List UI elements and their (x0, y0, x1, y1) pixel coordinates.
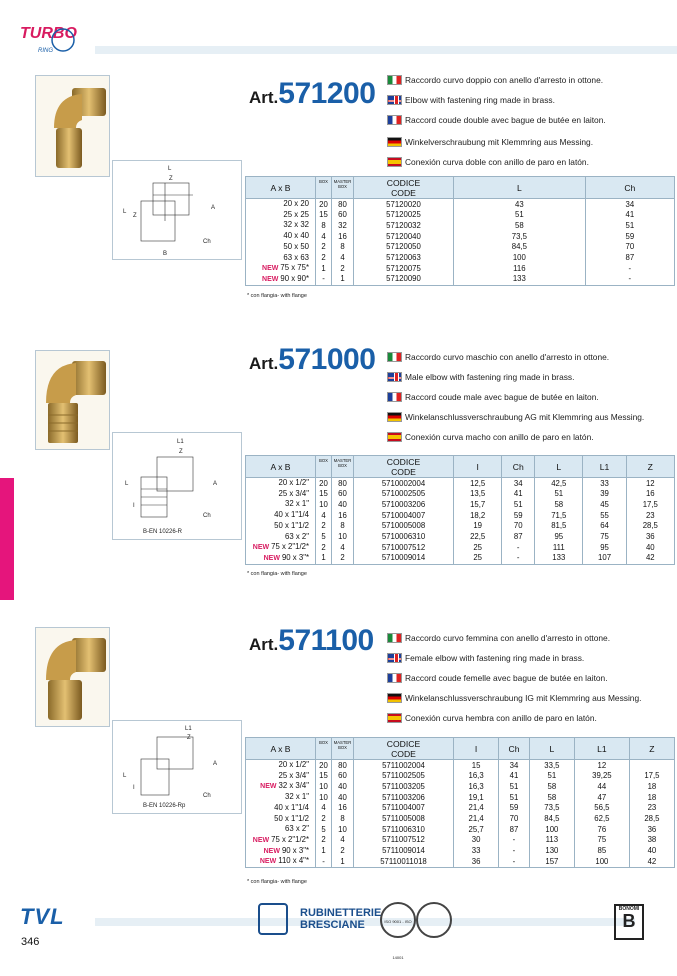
table-row: NEW 75 x 75* 1 2 57120075 116 - (246, 263, 675, 274)
svg-text:RING: RING (38, 48, 53, 54)
new-badge: NEW (262, 265, 279, 273)
col-2: L (529, 738, 574, 760)
de-flag-icon (387, 412, 402, 422)
new-badge: NEW (263, 554, 280, 562)
svg-text:L: L (168, 166, 172, 172)
svg-text:L: L (125, 481, 129, 487)
table-row: 40 x 1"1/4 4 16 5711004007 21,4 59 73,5 56,5 23 (246, 803, 675, 814)
svg-text:A: A (213, 761, 218, 767)
svg-text:Ch: Ch (203, 793, 211, 799)
col-axb: A x B (246, 456, 316, 478)
svg-text:L: L (123, 773, 127, 779)
svg-text:Z: Z (169, 176, 173, 182)
description-line (387, 114, 606, 126)
new-badge: NEW (263, 847, 280, 855)
col-1: Ch (502, 456, 535, 478)
description-text: Raccord coude double avec bague de butée en laiton. (405, 115, 606, 125)
col-box: BOX (316, 456, 332, 478)
svg-text:Z: Z (133, 213, 137, 219)
article-number: Art.571000 (249, 343, 376, 376)
description-line (387, 672, 608, 684)
fr-flag-icon (387, 392, 402, 402)
col-master: MASTER BOX (332, 738, 354, 760)
svg-text:A: A (211, 205, 216, 211)
col-code: CODICE CODE (354, 738, 454, 760)
svg-text:Ch: Ch (203, 513, 211, 519)
table-row: NEW 90 x 3"* 1 2 5711009014 33 - 130 85 40 (246, 846, 675, 857)
iso-seal-2 (416, 902, 452, 938)
table-row: 40 x 1"1/4 4 16 5710004007 18,2 59 71,5 55 23 (246, 510, 675, 521)
svg-text:B-EN 10226-Rp: B-EN 10226-Rp (143, 803, 186, 809)
gb-flag-icon (387, 653, 402, 663)
table-row: NEW 75 x 2"1/2* 2 4 5710007512 25 - 111 95 40 (246, 542, 675, 553)
description-line (387, 692, 641, 704)
header-bar (95, 46, 677, 54)
svg-text:I: I (133, 785, 135, 791)
table-row: NEW 90 x 90* - 1 57120090 133 - (246, 274, 675, 285)
description-text: Conexión curva macho con anillo de paro en latón. (405, 432, 594, 442)
col-axb: A x B (246, 177, 316, 199)
table-row: NEW 75 x 2"1/2* 2 4 5711007512 30 - 113 75 38 (246, 835, 675, 846)
table-row: NEW 90 x 3"* 1 2 5710009014 25 - 133 107 42 (246, 553, 675, 564)
de-flag-icon (387, 137, 402, 147)
col-4: Z (626, 456, 674, 478)
rb-emblem-icon (258, 903, 288, 935)
svg-text:L1: L1 (185, 726, 192, 732)
footnote: * con flangia- with flange (247, 293, 307, 299)
product-photo (35, 75, 110, 177)
table-row: 63 x 63 2 4 57120063 100 87 (246, 253, 675, 264)
description-line (387, 632, 610, 644)
description-text: Male elbow with fastening ring made in brass. (405, 372, 575, 382)
description-text: Winkelanschlussverschraubung AG mit Klemmring aus Messing. (405, 412, 645, 422)
description-text: Conexión curva doble con anillo de paro en latón. (405, 157, 589, 167)
description-line (387, 431, 594, 443)
tvl-logo: TVL (20, 904, 65, 929)
product-table (245, 455, 675, 565)
col-axb: A x B (246, 738, 316, 760)
description-line (387, 371, 574, 383)
description-line (387, 351, 609, 363)
table-row: 20 x 1/2" 20 80 5711002004 15 34 33,5 12 (246, 760, 675, 771)
table-row: 63 x 2" 5 10 5710006310 22,5 87 95 75 36 (246, 532, 675, 543)
description-text: Raccordo curvo maschio con anello d'arresto in ottone. (405, 352, 610, 362)
description-text: Winkelverschraubung mit Klemmring aus Messing. (405, 137, 594, 147)
description-text: Raccord coude male avec bague de butée en laiton. (405, 392, 599, 402)
col-box: BOX (316, 177, 332, 199)
col-code: CODICE CODE (354, 177, 454, 199)
article-number: Art.571200 (249, 77, 376, 110)
logo-text: TURBO (20, 25, 77, 42)
technical-drawing (112, 720, 242, 814)
table-row: 32 x 1" 10 40 5710003206 15,7 51 58 45 17,5 (246, 499, 675, 510)
description-text: Elbow with fastening ring made in brass. (405, 95, 555, 105)
technical-drawing (112, 432, 242, 540)
col-1: Ch (499, 738, 530, 760)
description-text: Winkelanschlussverschraubung IG mit Klemmring aus Messing. (405, 693, 642, 703)
table-row: 20 x 1/2" 20 80 5710002004 12,5 34 42,5 33 12 (246, 478, 675, 489)
description-text: Female elbow with fastening ring made in brass. (405, 653, 585, 663)
footnote: * con flangia- with flange (247, 879, 307, 885)
table-row: 50 x 50 2 8 57120050 84,5 70 (246, 242, 675, 253)
side-tab (0, 478, 14, 600)
table-row: 25 x 25 15 60 57120025 51 41 (246, 210, 675, 221)
col-code: CODICE CODE (354, 456, 454, 478)
fr-flag-icon (387, 115, 402, 125)
table-row: 50 x 1"1/2 2 8 5710005008 19 70 81,5 64 28,5 (246, 521, 675, 532)
es-flag-icon (387, 432, 402, 442)
description-line (387, 94, 555, 106)
col-2: L (535, 456, 583, 478)
svg-text:A: A (213, 481, 218, 487)
it-flag-icon (387, 352, 402, 362)
footnote: * con flangia- with flange (247, 571, 307, 577)
description-line (387, 712, 597, 724)
col-0: I (454, 456, 502, 478)
article-number: Art.571100 (249, 624, 374, 657)
it-flag-icon (387, 75, 402, 85)
table-row: 20 x 20 20 80 57120020 43 34 (246, 199, 675, 210)
table-row: 25 x 3/4" 15 60 5710002505 13,5 41 51 39 16 (246, 489, 675, 500)
table-row: 32 x 1" 10 40 5711003206 19,1 51 58 47 18 (246, 792, 675, 803)
col-0: I (454, 738, 499, 760)
col-master: MASTER BOX (332, 177, 354, 199)
svg-text:L1: L1 (177, 439, 184, 445)
svg-text:I: I (133, 503, 135, 509)
col-0: L (454, 177, 586, 199)
col-master: MASTER BOX (332, 456, 354, 478)
product-table (245, 176, 675, 286)
table-row: 32 x 32 8 32 57120032 58 51 (246, 220, 675, 231)
technical-drawing (112, 160, 242, 260)
product-photo (35, 627, 110, 727)
table-row: 50 x 1"1/2 2 8 5711005008 21,4 70 84,5 62,5 28,5 (246, 814, 675, 825)
svg-text:L: L (123, 209, 127, 215)
new-badge: NEW (262, 275, 279, 283)
description-text: Raccordo curvo doppio con anello d'arresto in ottone. (405, 75, 604, 85)
product-table (245, 737, 675, 868)
bonomi-logo: BONOMI B (614, 904, 644, 940)
svg-text:Z: Z (179, 449, 183, 455)
new-badge: NEW (252, 544, 270, 552)
page-number: 346 (21, 936, 40, 948)
col-4: Z (629, 738, 674, 760)
col-box: BOX (316, 738, 332, 760)
svg-text:Ch: Ch (203, 239, 211, 245)
fr-flag-icon (387, 673, 402, 683)
table-row: 25 x 3/4" 15 60 5711002505 16,3 41 51 39,25 17,5 (246, 771, 675, 782)
es-flag-icon (387, 713, 402, 723)
col-1: Ch (585, 177, 674, 199)
it-flag-icon (387, 633, 402, 643)
gb-flag-icon (387, 372, 402, 382)
gb-flag-icon (387, 95, 402, 105)
de-flag-icon (387, 693, 402, 703)
description-line (387, 652, 584, 664)
description-line (387, 391, 599, 403)
description-line (387, 74, 603, 86)
table-row: 40 x 40 4 16 57120040 73,5 59 (246, 231, 675, 242)
product-photo (35, 350, 110, 450)
col-3: L1 (574, 738, 629, 760)
company-name: RUBINETTERIE BRESCIANE (300, 907, 382, 931)
table-row: 63 x 2" 5 10 5711006310 25,7 87 100 76 36 (246, 824, 675, 835)
new-badge: NEW (259, 858, 277, 866)
iso-seal: ISO 9001 - ISO 14001 (380, 902, 416, 938)
description-line (387, 156, 589, 168)
col-3: L1 (583, 456, 626, 478)
turbo-ring-logo (18, 14, 98, 58)
new-badge: NEW (260, 783, 277, 791)
svg-text:B: B (163, 251, 168, 257)
table-row: NEW 32 x 3/4" 10 40 5711003205 16,3 51 58 44 18 (246, 781, 675, 792)
svg-text:Z: Z (187, 735, 191, 741)
svg-text:B-EN 10226-R: B-EN 10226-R (143, 529, 183, 535)
description-text: Conexión curva hembra con anillo de paro en latón. (405, 713, 597, 723)
es-flag-icon (387, 157, 402, 167)
new-badge: NEW (252, 836, 270, 844)
table-row: NEW 110 x 4"* - 1 57110011018 36 - 157 100 42 (246, 856, 675, 867)
description-line (387, 136, 593, 148)
description-line (387, 411, 644, 423)
description-text: Raccordo curvo femmina con anello d'arresto in ottone. (405, 633, 611, 643)
description-text: Raccord coude femelle avec bague de butée en laiton. (405, 673, 608, 683)
